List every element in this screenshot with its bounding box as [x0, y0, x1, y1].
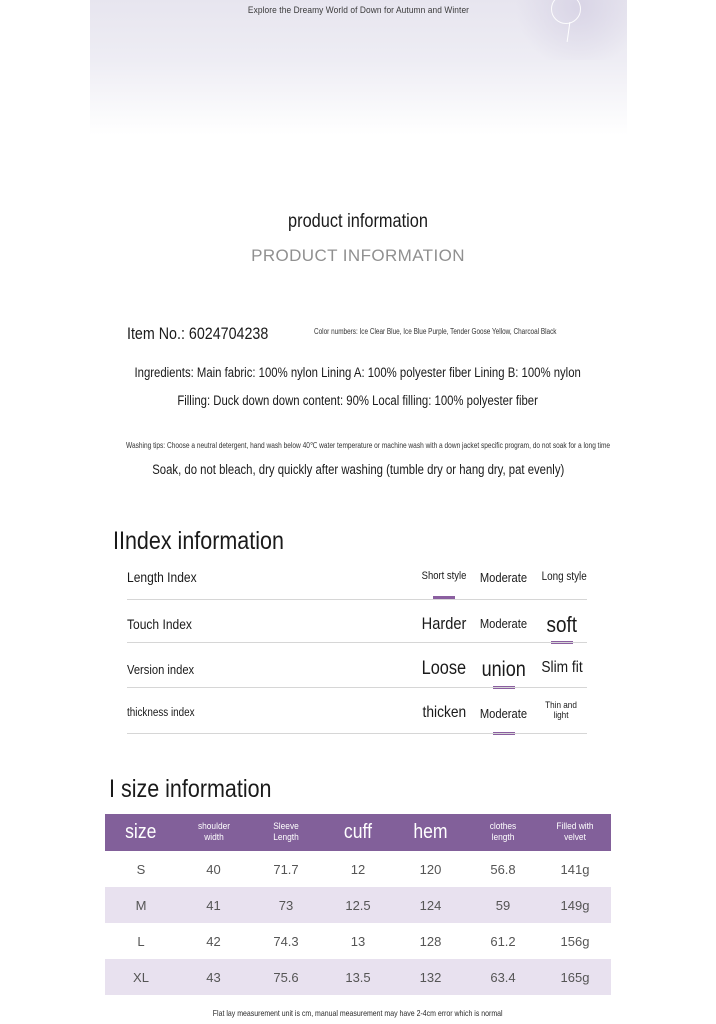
table-cell: 75.6	[250, 959, 322, 995]
index-option: union	[481, 658, 527, 681]
product-info-subtitle: PRODUCT INFORMATION	[251, 246, 465, 265]
table-cell: 61.2	[490, 933, 516, 949]
column-header: Filled with velvet	[539, 814, 611, 851]
footnote-text: Flat lay measurement unit is cm, manual measurement may have 2-4cm error which is normal	[213, 1008, 503, 1018]
table-cell: 63.4	[467, 959, 539, 995]
table-cell: 120	[419, 861, 442, 877]
index-option: Thin and light	[545, 700, 577, 721]
index-label: thickness index	[127, 707, 195, 719]
table-cell: 59	[467, 887, 539, 923]
table-row	[105, 959, 611, 995]
column-header: Sleeve Length	[250, 814, 322, 851]
index-option: Slim fit	[541, 659, 583, 676]
index-option: Long style	[541, 571, 587, 583]
filling-line	[0, 393, 716, 408]
row-divider	[127, 642, 587, 643]
table-cell: 40	[206, 861, 221, 877]
table-cell: 13.5	[322, 959, 394, 995]
size-table	[105, 814, 611, 995]
table-cell: 12	[350, 861, 366, 877]
size-table-header	[105, 814, 611, 851]
table-cell: 149g	[539, 887, 611, 923]
table-cell: 56.8	[490, 861, 516, 877]
table-row	[105, 851, 611, 887]
table-cell: M	[105, 887, 177, 923]
index-option: Moderate	[479, 616, 527, 631]
table-cell: 156g	[560, 933, 590, 949]
column-header: size	[105, 814, 177, 851]
table-cell: 132	[394, 959, 467, 995]
item-number: Item No.: 6024704238	[127, 324, 269, 343]
table-cell: 141g	[560, 861, 590, 877]
filling-text: Filling: Duck down down content: 90% Local filling: 100% polyester fiber	[177, 393, 539, 408]
hero-banner	[90, 0, 627, 135]
index-label: Touch Index	[127, 616, 192, 632]
table-cell: L	[137, 933, 145, 949]
table-cell: XL	[105, 959, 177, 995]
index-row-thickness	[127, 690, 587, 734]
table-cell: 124	[394, 887, 467, 923]
soak-line	[0, 462, 716, 477]
index-label: Version index	[127, 662, 195, 677]
index-option: Loose	[421, 658, 467, 679]
table-cell: 43	[177, 959, 250, 995]
table-row	[105, 887, 611, 923]
hero-tagline: Explore the Dreamy World of Down for Autumn and Winter	[247, 5, 470, 16]
table-row	[105, 923, 611, 959]
measurement-footnote	[0, 1008, 716, 1018]
table-cell: 73	[250, 887, 322, 923]
washing-tips: Washing tips: Choose a neutral detergent, hand wash below 40℃ water temperature or machine wash with a down jacket specific program, do not soak for a long time	[126, 441, 611, 450]
column-header: cuff	[322, 814, 394, 851]
column-header: clothes length	[467, 814, 539, 851]
table-cell: 71.7	[273, 861, 299, 877]
index-row-version	[127, 645, 587, 689]
table-cell: 13	[350, 933, 366, 949]
soak-text: Soak, do not bleach, dry quickly after washing (tumble dry or hang dry, pat evenly)	[151, 462, 565, 477]
index-option: Moderate	[479, 706, 527, 721]
index-label: Length Index	[127, 569, 197, 585]
size-info-title: I size information	[109, 775, 272, 803]
index-row-length	[127, 555, 587, 599]
index-option: thicken	[422, 704, 466, 721]
index-option: Harder	[421, 614, 467, 633]
color-numbers: Color numbers: Ice Clear Blue, Ice Blue Purple, Tender Goose Yellow, Charcoal Black	[314, 327, 557, 336]
index-info-title: IIndex information	[113, 527, 284, 555]
table-cell: 41	[177, 887, 250, 923]
column-header: hem	[394, 814, 467, 851]
table-cell: 128	[419, 933, 442, 949]
ingredients-text: Ingredients: Main fabric: 100% nylon Lining A: 100% polyester fiber Lining B: 100% nylon	[134, 365, 582, 380]
column-header: shoulder width	[177, 814, 250, 851]
row-divider	[127, 733, 587, 734]
index-row-touch	[127, 600, 587, 644]
index-option: soft	[546, 612, 578, 637]
index-option: Short style	[421, 570, 467, 582]
row-divider	[127, 687, 587, 688]
table-cell: 12.5	[322, 887, 394, 923]
table-cell: 165g	[539, 959, 611, 995]
table-cell: 74.3	[273, 933, 299, 949]
index-option: Moderate	[479, 570, 527, 585]
ingredients-line	[0, 365, 716, 380]
product-info-title: product information	[288, 211, 428, 232]
table-cell: S	[136, 861, 146, 877]
table-cell: 42	[206, 933, 221, 949]
